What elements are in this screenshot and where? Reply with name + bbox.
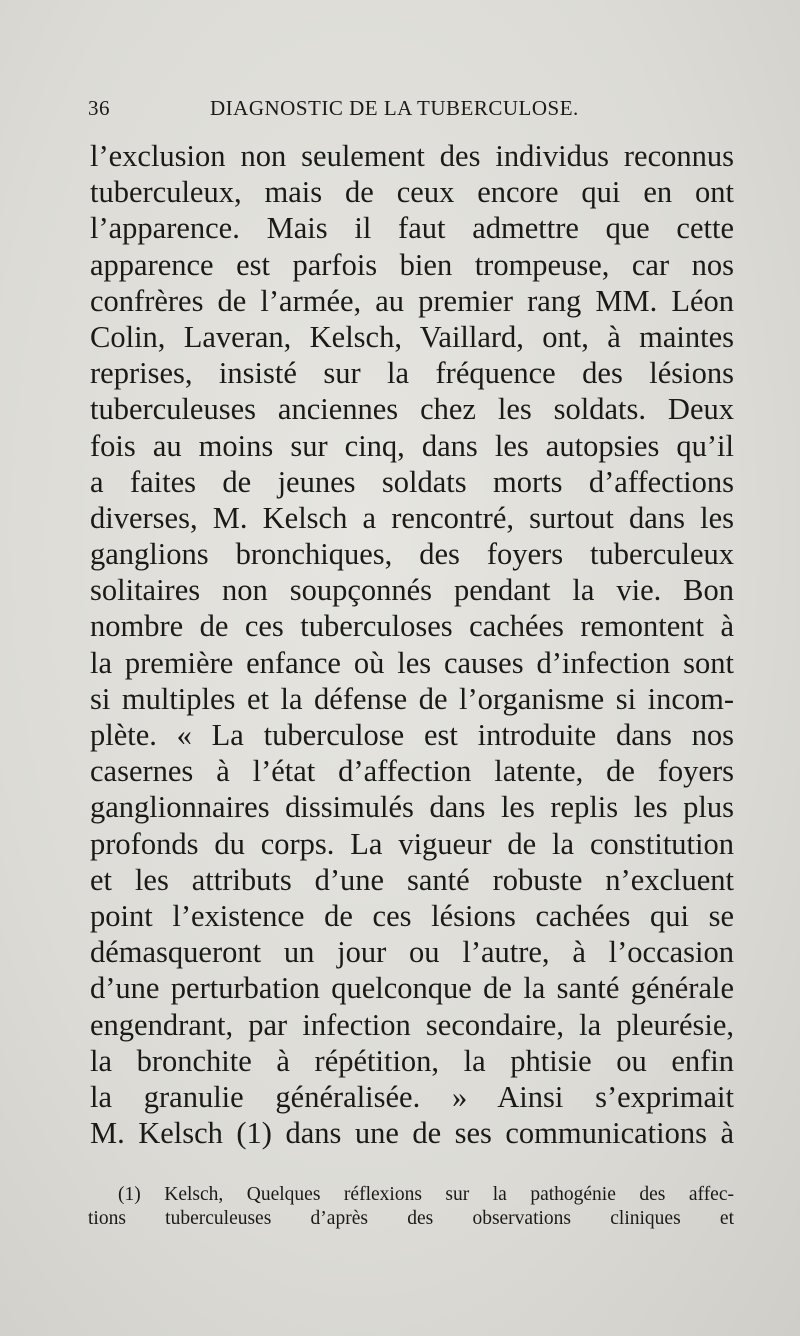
text-line: et les attributs d’une santé robuste n’excluent (90, 862, 734, 897)
text-line: apparence est parfois bien trompeuse, car nos (90, 247, 734, 282)
text-line: profonds du corps. La vigueur de la constitution (90, 826, 734, 861)
text-line: engendrant, par infection secondaire, la pleurésie, (90, 1007, 734, 1042)
text-line: reprises, insisté sur la fréquence des lésions (90, 356, 734, 391)
text-line: confrères de l’armée, au premier rang MM. Léon (90, 283, 734, 318)
text-line: démasqueront un jour ou l’autre, à l’occasion (90, 935, 734, 970)
text-line: point l’existence de ces lésions cachées qui se (90, 898, 734, 933)
text-line: la granulie généralisée. » Ainsi s’exprimait (90, 1079, 734, 1114)
text-line: l’apparence. Mais il faut admettre que cette (90, 211, 734, 246)
footnote (88, 1183, 734, 1231)
text-line: la bronchite à répétition, la phtisie ou enfin (90, 1043, 734, 1078)
text-line: diverses, M. Kelsch a rencontré, surtout dans les (90, 500, 734, 535)
text-line: la première enfance où les causes d’infection sont (90, 645, 734, 680)
page-header (88, 96, 598, 132)
text-line: d’une perturbation quelconque de la santé générale (90, 971, 734, 1006)
text-line: solitaires non soupçonnés pendant la vie. Bon (90, 573, 734, 608)
text-line: tuberculeuses anciennes chez les soldats. Deux (90, 392, 734, 427)
footnote-line: (1) Kelsch, Quelques réflexions sur la pathogénie des affec- (118, 1184, 734, 1205)
text-line: plète. « La tuberculose est introduite dans nos (90, 718, 734, 752)
footnote-line: tions tuberculeuses d’après des observations cliniques et (88, 1208, 734, 1229)
text-line: ganglionnaires dissimulés dans les replis les plus (90, 790, 734, 825)
text-line: casernes à l’état d’affection latente, de foyers (90, 754, 734, 789)
text-line: nombre de ces tuberculoses cachées remontent à (90, 609, 734, 644)
text-line: a faites de jeunes soldats morts d’affections (90, 464, 734, 499)
page-number: 36 (88, 96, 110, 120)
text-line: M. Kelsch (1) dans une de ses communications à (90, 1116, 734, 1151)
text-line: l’exclusion non seulement des individus reconnus (90, 139, 734, 173)
text-line: ganglions bronchiques, des foyers tuberculeux (90, 537, 734, 572)
text-line: Colin, Laveran, Kelsch, Vaillard, ont, à maintes (90, 319, 734, 354)
text-line: fois au moins sur cinq, dans les autopsies qu’il (90, 428, 734, 463)
body-text (90, 138, 734, 1151)
running-title: DIAGNOSTIC DE LA TUBERCULOSE. (210, 96, 579, 120)
text-line: si multiples et la défense de l’organisme si incom- (90, 681, 734, 716)
text-line: tuberculeux, mais de ceux encore qui en ont (90, 175, 734, 210)
